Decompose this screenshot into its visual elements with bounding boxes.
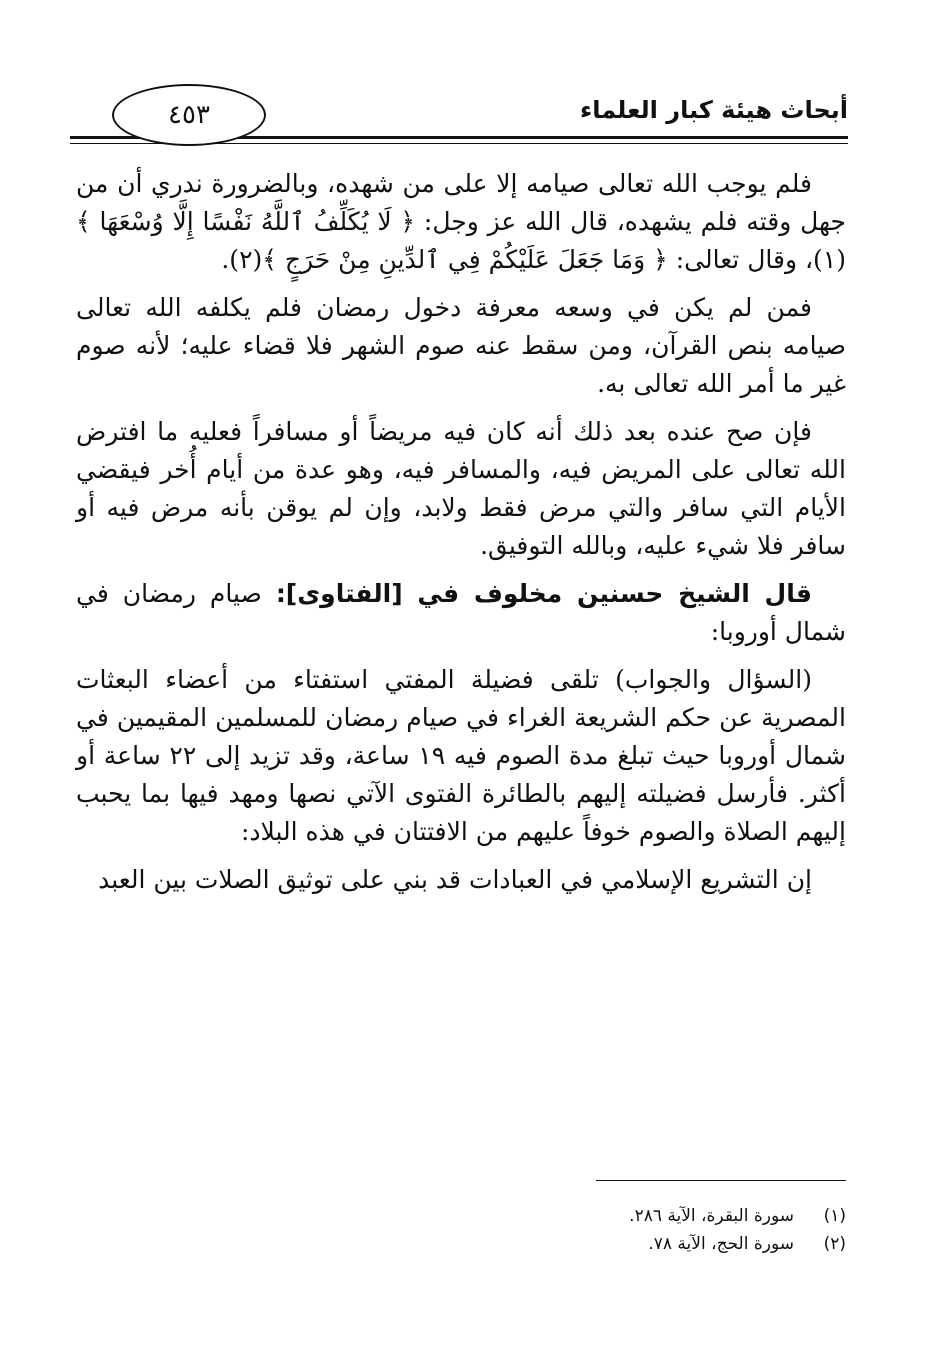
paragraph-5: (السؤال والجواب) تلقى فضيلة المفتي استفتاء من أعضاء البعثات المصرية عن حكم الشريعة الغراء في صيام رمضان للمسلمين المقيمين في شمال أوروبا حيث تبلغ مدة الصوم فيه ١٩ ساعة، وقد تزيد إلى ٢٢ ساعة أو أكثر. فأرسل فضيلته إليهم بالطائرة الفتوى الآتي نصها ومهد فيها بما يحبب إليهم الصلاة والصوم خوفاً عليهم من الافتتان في هذه البلاد: bbox=[76, 665, 847, 846]
heading-rest: صيام رمضان في شمال أوروبا: bbox=[76, 579, 846, 646]
heading-lead: قال الشيخ حسنين مخلوف في [الفتاوى]: bbox=[275, 579, 812, 608]
paragraph-4-heading bbox=[76, 575, 846, 651]
page-number: ٤٥٣ bbox=[168, 100, 210, 130]
running-title: أبحاث هيئة كبار العلماء bbox=[579, 96, 848, 124]
footnote-separator bbox=[596, 1180, 846, 1181]
body-text bbox=[76, 165, 846, 909]
paragraph-6: إن التشريع الإسلامي في العبادات قد بني على توثيق الصلات بين العبد bbox=[98, 865, 812, 894]
footnote-2 bbox=[360, 1234, 846, 1254]
footnote-1 bbox=[360, 1206, 846, 1226]
paragraph-2: فمن لم يكن في وسعه معرفة دخول رمضان فلم يكلفه الله تعالى صيامه بنص القرآن، ومن سقط عنه صوم الشهر فلا قضاء عليه؛ لأنه صوم غير ما أمر الله تعالى به. bbox=[76, 293, 846, 398]
footnotes bbox=[360, 1206, 846, 1262]
paragraph-3: فإن صح عنده بعد ذلك أنه كان فيه مريضاً أو مسافراً فعليه ما افترض الله تعالى على المريض فيه، والمسافر فيه، وهو عدة من أيام أُخر فيقضي الأيام التي سافر والتي مرض فقط ولابد، وإن لم يوقن بأنه مرض فيه أو سافر فلا شيء عليه، وبالله التوفيق. bbox=[76, 417, 846, 560]
page-header bbox=[70, 84, 848, 154]
footnote-text: سورة الحج، الآية ٧٨. bbox=[648, 1234, 794, 1254]
paragraph-1: فلم يوجب الله تعالى صيامه إلا على من شهده، وبالضرورة ندري أن من جهل وقته فلم يشهده، قال الله عز وجل: ﴿ لَا يُكَلِّفُ ٱللَّهُ نَفْسًا إِلَّا وُسْعَهَا ﴾(١)، وقال تعالى: ﴿ وَمَا جَعَلَ عَلَيْكُمْ فِي ٱلدِّينِ مِنْ حَرَجٍ ﴾(٢). bbox=[76, 169, 846, 274]
page-number-oval bbox=[112, 84, 266, 146]
footnote-number: (٢) bbox=[823, 1234, 846, 1254]
footnote-number: (١) bbox=[823, 1206, 846, 1226]
footnote-text: سورة البقرة، الآية ٢٨٦. bbox=[629, 1206, 794, 1226]
